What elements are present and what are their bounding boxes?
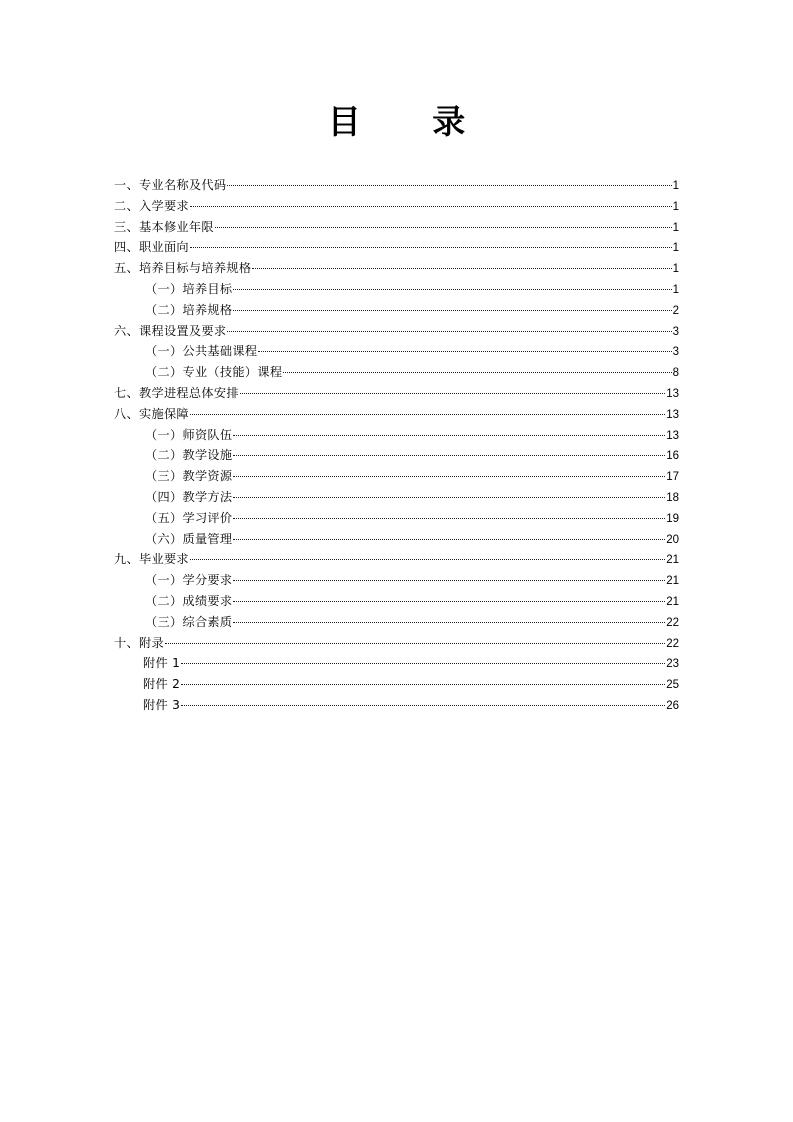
toc-entry[interactable] <box>114 196 679 217</box>
toc-entry[interactable] <box>114 341 679 362</box>
toc-list <box>114 175 679 716</box>
toc-entry-page-number: 3 <box>672 325 679 338</box>
toc-entry-label: 三、基本修业年限 <box>114 219 214 234</box>
toc-entry[interactable] <box>114 175 679 196</box>
toc-entry-label: （二）教学设施 <box>145 448 233 463</box>
toc-entry-page-number: 8 <box>672 367 679 380</box>
toc-entry[interactable] <box>114 653 679 674</box>
toc-entry-page-number: 1 <box>672 221 679 234</box>
toc-entry-page-number: 21 <box>666 554 679 567</box>
toc-dot-leader <box>233 497 665 498</box>
toc-entry-label: 五、培养目标与培养规格 <box>114 261 252 276</box>
toc-entry-label: 十、附录 <box>114 635 164 650</box>
toc-entry[interactable] <box>114 612 679 633</box>
toc-entry[interactable] <box>114 362 679 383</box>
toc-dot-leader <box>190 559 665 560</box>
toc-entry-label: 六、课程设置及要求 <box>114 323 227 338</box>
toc-entry-label: 九、毕业要求 <box>114 552 189 567</box>
toc-entry[interactable] <box>114 508 679 529</box>
toc-entry-page-number: 1 <box>672 283 679 296</box>
toc-dot-leader <box>233 476 665 477</box>
toc-entry-label: （二）培养规格 <box>145 302 233 317</box>
toc-entry[interactable] <box>114 258 679 279</box>
toc-entry[interactable] <box>114 570 679 591</box>
toc-entry[interactable] <box>114 487 679 508</box>
toc-entry-page-number: 1 <box>672 263 679 276</box>
toc-entry-page-number: 2 <box>672 304 679 317</box>
toc-entry-page-number: 21 <box>666 575 679 588</box>
toc-dot-leader <box>165 643 665 644</box>
toc-dot-leader <box>181 684 665 685</box>
toc-dot-leader <box>233 455 665 456</box>
toc-entry-page-number: 13 <box>666 429 679 442</box>
toc-entry[interactable] <box>114 279 679 300</box>
toc-entry-label: 七、教学进程总体安排 <box>114 385 239 400</box>
toc-entry[interactable] <box>114 674 679 695</box>
toc-dot-leader <box>181 663 665 664</box>
toc-dot-leader <box>227 185 671 186</box>
toc-dot-leader <box>283 372 671 373</box>
toc-dot-leader <box>233 435 665 436</box>
toc-entry[interactable] <box>114 695 679 716</box>
toc-entry-label: （三）综合素质 <box>145 614 233 629</box>
toc-entry-page-number: 20 <box>666 533 679 546</box>
toc-entry-page-number: 1 <box>672 200 679 213</box>
toc-entry[interactable] <box>114 321 679 342</box>
toc-entry-page-number: 19 <box>666 512 679 525</box>
toc-entry-label: （一）师资队伍 <box>145 427 233 442</box>
toc-entry-label: （一）培养目标 <box>145 281 233 296</box>
toc-entry[interactable] <box>114 217 679 238</box>
toc-dot-leader <box>233 310 671 311</box>
toc-entry[interactable] <box>114 383 679 404</box>
toc-entry[interactable] <box>114 300 679 321</box>
toc-dot-leader <box>252 268 671 269</box>
toc-entry-label: 附件 2 <box>143 677 181 692</box>
toc-dot-leader <box>181 705 665 706</box>
toc-entry[interactable] <box>114 549 679 570</box>
toc-dot-leader <box>215 227 672 228</box>
toc-dot-leader <box>190 247 672 248</box>
toc-entry-page-number: 22 <box>666 637 679 650</box>
toc-entry-page-number: 16 <box>666 450 679 463</box>
toc-entry-label: 附件 3 <box>143 697 181 712</box>
toc-entry-label: （六）质量管理 <box>145 531 233 546</box>
toc-dot-leader <box>233 518 665 519</box>
toc-entry-page-number: 1 <box>672 242 679 255</box>
toc-entry[interactable] <box>114 425 679 446</box>
toc-dot-leader <box>240 393 665 394</box>
toc-entry-label: （三）教学资源 <box>145 469 233 484</box>
toc-entry-page-number: 18 <box>666 491 679 504</box>
toc-entry[interactable] <box>114 237 679 258</box>
toc-entry-label: 二、入学要求 <box>114 198 189 213</box>
toc-entry[interactable] <box>114 466 679 487</box>
toc-entry-label: （一）公共基础课程 <box>145 344 258 359</box>
toc-dot-leader <box>227 331 671 332</box>
toc-title: 目 录 <box>327 102 496 141</box>
toc-dot-leader <box>190 206 672 207</box>
toc-entry-page-number: 3 <box>672 346 679 359</box>
toc-dot-leader <box>233 601 665 602</box>
toc-entry-page-number: 22 <box>666 616 679 629</box>
toc-entry-page-number: 23 <box>666 658 679 671</box>
toc-dot-leader <box>233 289 671 290</box>
toc-entry-label: 附件 1 <box>143 656 181 671</box>
toc-entry-label: （二）成绩要求 <box>145 593 233 608</box>
toc-entry[interactable] <box>114 445 679 466</box>
toc-entry-label: （四）教学方法 <box>145 489 233 504</box>
toc-entry[interactable] <box>114 529 679 550</box>
toc-dot-leader <box>190 414 665 415</box>
toc-dot-leader <box>258 351 671 352</box>
toc-entry-label: （二）专业（技能）课程 <box>145 365 283 380</box>
toc-entry-page-number: 13 <box>666 387 679 400</box>
toc-entry-page-number: 13 <box>666 408 679 421</box>
toc-entry-label: （一）学分要求 <box>145 573 233 588</box>
toc-entry[interactable] <box>114 404 679 425</box>
toc-dot-leader <box>233 580 665 581</box>
toc-entry[interactable] <box>114 633 679 654</box>
toc-entry-label: 八、实施保障 <box>114 406 189 421</box>
toc-entry-page-number: 26 <box>666 699 679 712</box>
toc-entry-page-number: 21 <box>666 595 679 608</box>
toc-entry-label: 四、职业面向 <box>114 240 189 255</box>
toc-entry[interactable] <box>114 591 679 612</box>
toc-dot-leader <box>233 539 665 540</box>
toc-entry-label: 一、专业名称及代码 <box>114 178 227 192</box>
toc-entry-label: （五）学习评价 <box>145 510 233 525</box>
toc-entry-page-number: 1 <box>672 180 679 192</box>
toc-entry-page-number: 17 <box>666 471 679 484</box>
toc-dot-leader <box>233 622 665 623</box>
toc-entry-page-number: 25 <box>666 679 679 692</box>
